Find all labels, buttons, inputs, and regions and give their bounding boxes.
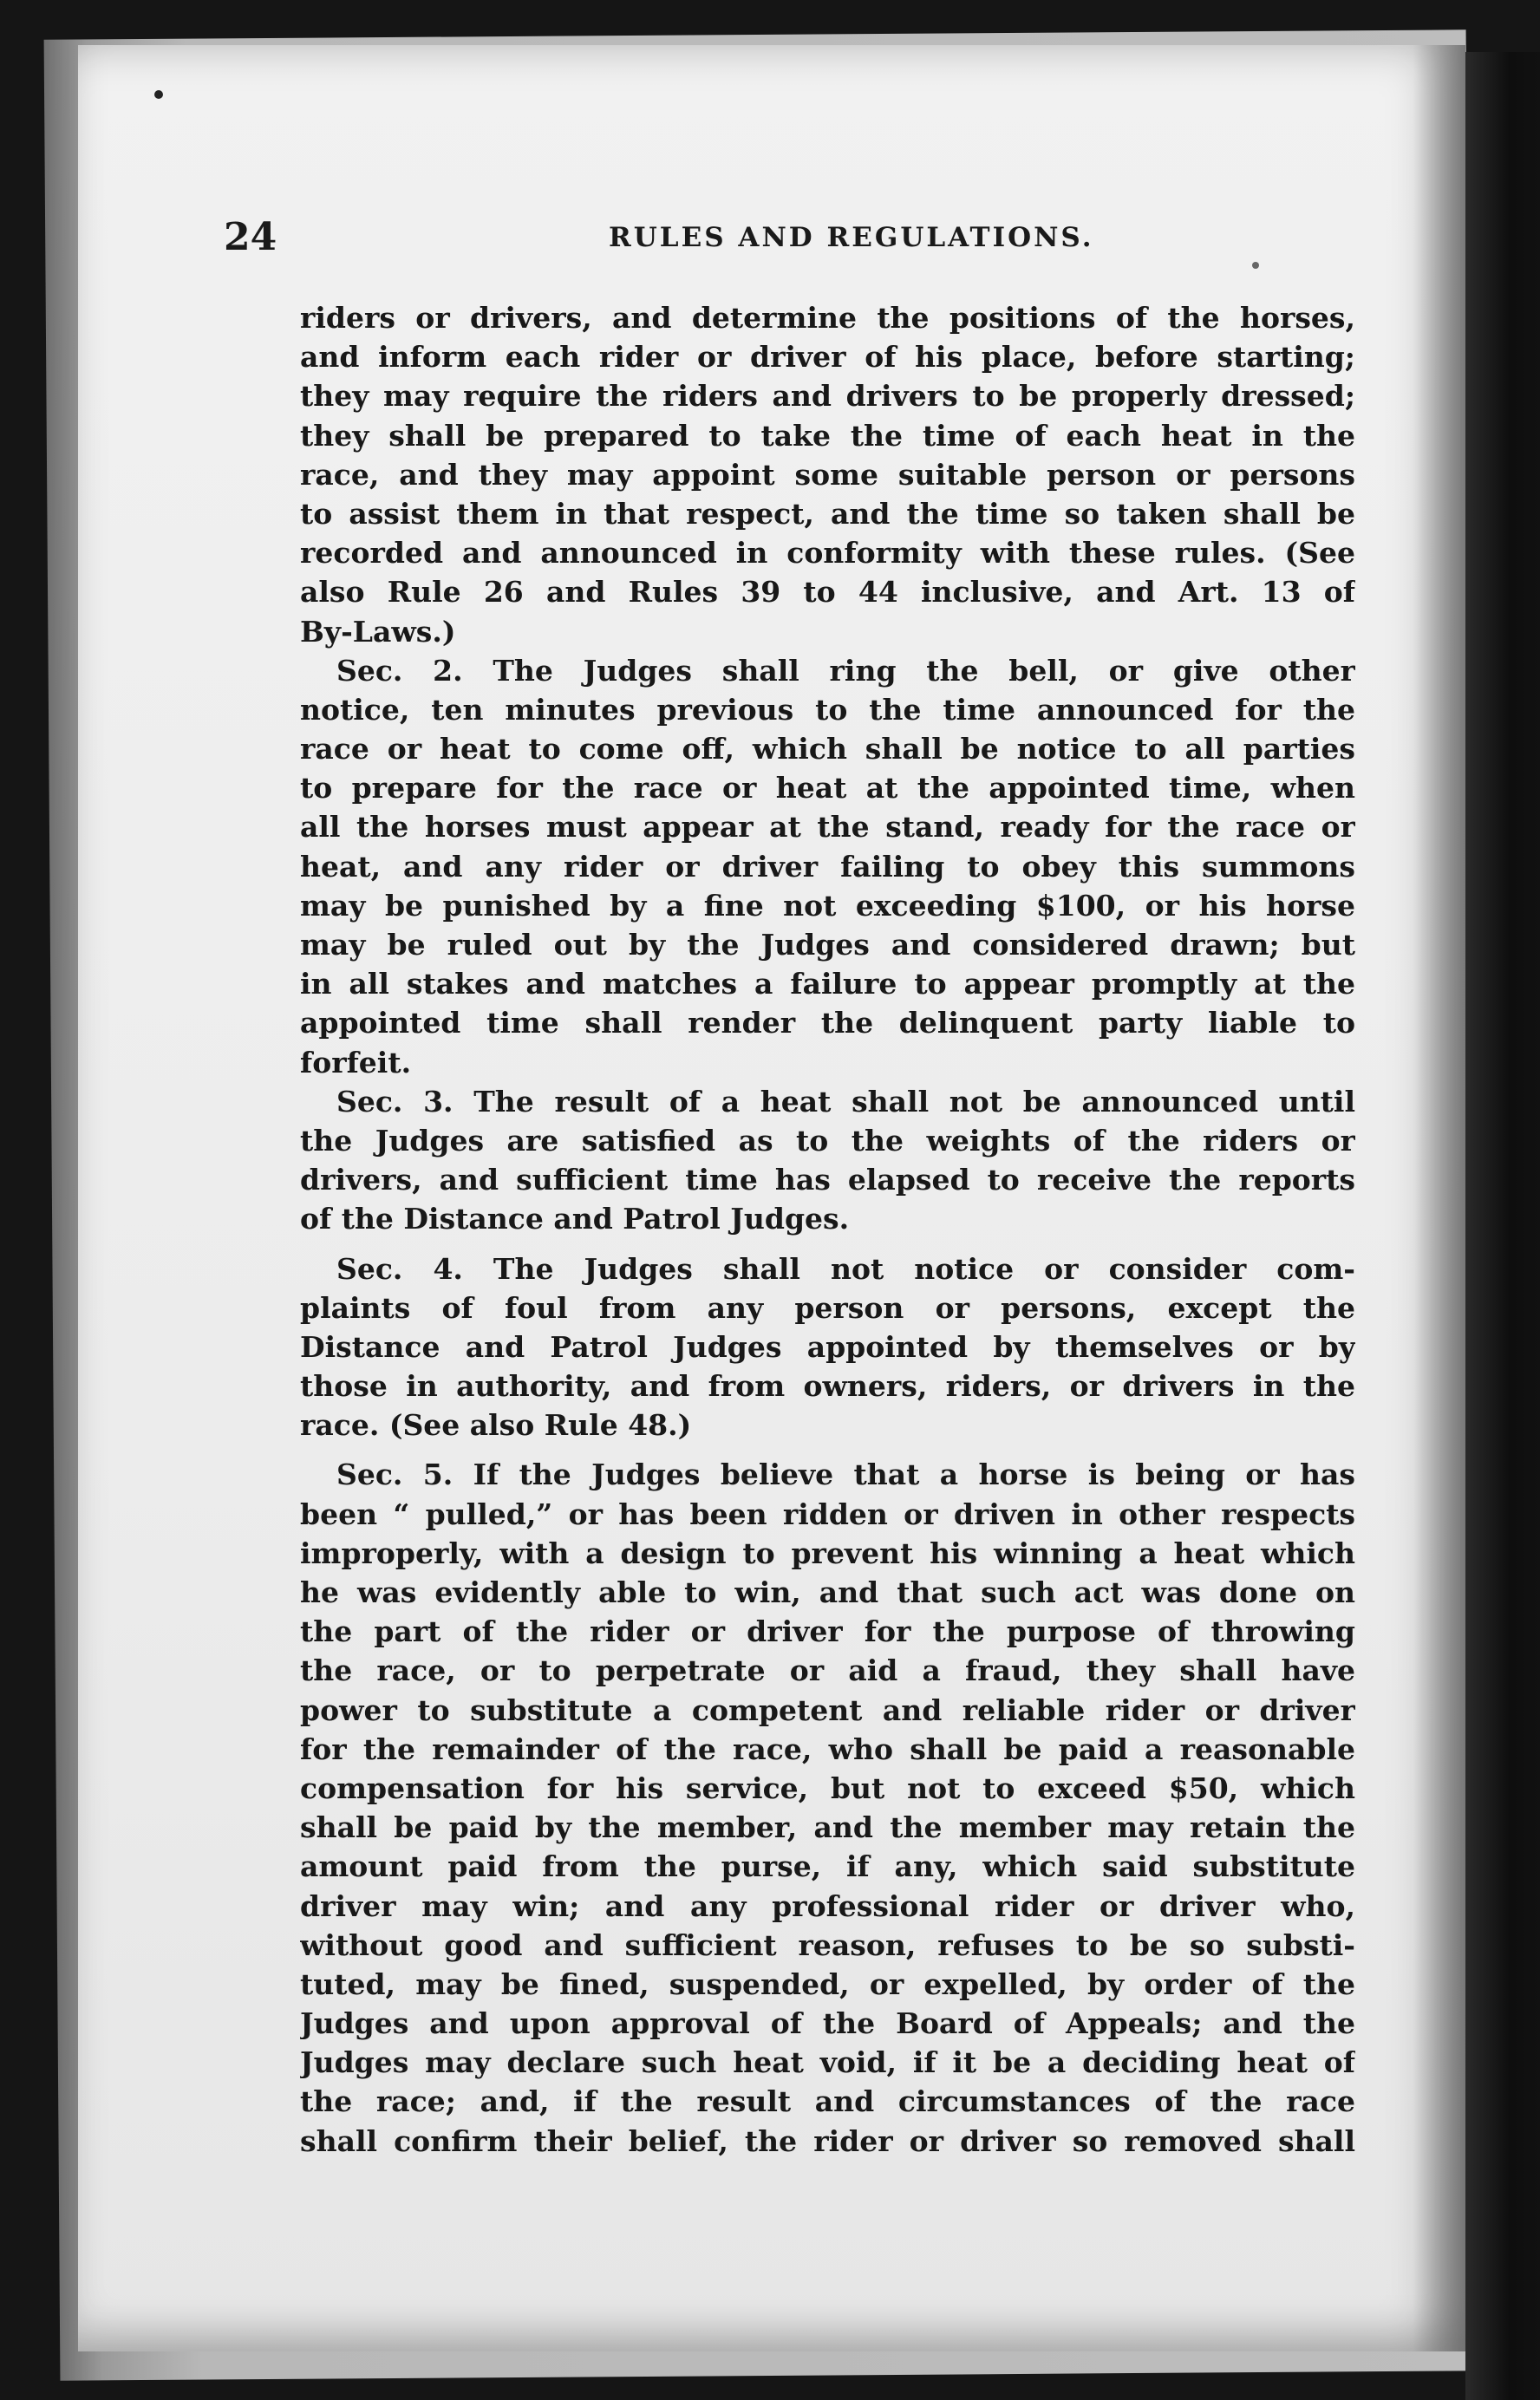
text-line: all the horses must appear at the stand, ready for the race or	[300, 810, 1355, 845]
paragraph	[300, 298, 1355, 651]
text-line: to prepare for the race or heat at the appointed time, when	[300, 771, 1355, 805]
paragraph	[300, 1249, 1355, 1445]
text-line: been “ pulled,” or has been ridden or driven in other respects	[300, 1497, 1355, 1531]
text-line: compensation for his service, but not to exceed $50, which	[300, 1771, 1355, 1805]
paragraph	[300, 1455, 1355, 2160]
book-spine-shadow	[1465, 52, 1540, 2400]
page-edge-shading	[1413, 45, 1465, 2351]
text-line: to assist them in that respect, and the time so taken shall be	[300, 496, 1355, 531]
paragraph	[300, 651, 1355, 1082]
text-line: Sec. 5. If the Judges believe that a horse is being or has	[336, 1458, 1355, 1492]
text-line: race, and they may appoint some suitable person or persons	[300, 457, 1355, 492]
text-line: Sec. 4. The Judges shall not notice or consider com-	[336, 1251, 1355, 1286]
text-line: and inform each rider or driver of his place, before starting;	[300, 340, 1355, 375]
text-line: driver may win; and any professional rider or driver who,	[300, 1888, 1355, 1923]
text-line: tuted, may be fined, suspended, or expelled, by order of the	[300, 1966, 1355, 2001]
text-line: without good and sufficient reason, refuses to be so substi-	[300, 1927, 1355, 1962]
running-title: RULES AND REGULATIONS.	[609, 222, 1094, 253]
text-line: he was evidently able to win, and that such act was done on	[300, 1575, 1355, 1609]
text-line: heat, and any rider or driver failing to obey this summons	[300, 849, 1355, 884]
text-line: those in authority, and from owners, riders, or drivers in the	[300, 1369, 1355, 1404]
ink-speck	[154, 90, 163, 99]
text-line: shall confirm their belief, the rider or driver so removed shall	[300, 2123, 1355, 2158]
text-line: also Rule 26 and Rules 39 to 44 inclusive, and Art. 13 of	[300, 575, 1355, 610]
text-line: improperly, with a design to prevent his winning a heat which	[300, 1536, 1355, 1570]
text-line: they may require the riders and drivers to be properly dressed;	[300, 379, 1355, 414]
text-line: the part of the rider or driver for the purpose of throwing	[300, 1614, 1355, 1649]
text-line: appointed time shall render the delinquent party liable to	[300, 1006, 1355, 1040]
paragraph-gap	[300, 1445, 1355, 1455]
text-line: power to substitute a competent and reliable rider or driver	[300, 1692, 1355, 1727]
text-line: race or heat to come off, which shall be notice to all parties	[300, 732, 1355, 766]
text-line: amount paid from the purse, if any, which said substitute	[300, 1849, 1355, 1884]
text-line: By-Laws.)	[300, 614, 456, 649]
paragraph-gap	[300, 1239, 1355, 1249]
text-line: Judges and upon approval of the Board of Appeals; and the	[300, 2006, 1355, 2041]
text-line: the race, or to perpetrate or aid a fraud, they shall have	[300, 1653, 1355, 1688]
text-line: may be ruled out by the Judges and considered drawn; but	[300, 928, 1355, 962]
text-line: Judges may declare such heat void, if it be a deciding heat of	[300, 2045, 1355, 2080]
text-line: Sec. 3. The result of a heat shall not be announced until	[336, 1084, 1355, 1118]
paragraph	[300, 1082, 1355, 1239]
text-line: Sec. 2. The Judges shall ring the bell, or give other	[336, 653, 1355, 688]
text-line: the Judges are satisfied as to the weights of the riders or	[300, 1123, 1355, 1158]
text-line: forfeit.	[300, 1045, 412, 1079]
text-line: Distance and Patrol Judges appointed by themselves or by	[300, 1329, 1355, 1364]
text-line: in all stakes and matches a failure to appear promptly at the	[300, 967, 1355, 1001]
page-number: 24	[224, 215, 277, 259]
body-text	[300, 298, 1355, 2161]
text-line: shall be paid by the member, and the member may retain the	[300, 1810, 1355, 1845]
text-line: drivers, and sufficient time has elapsed to receive the reports	[300, 1163, 1355, 1197]
text-line: may be punished by a fine not exceeding $100, or his horse	[300, 888, 1355, 923]
page-header	[224, 215, 1351, 271]
text-line: notice, ten minutes previous to the time announced for the	[300, 692, 1355, 727]
text-line: of the Distance and Patrol Judges.	[300, 1202, 850, 1236]
text-line: riders or drivers, and determine the positions of the horses,	[300, 301, 1355, 335]
text-line: the race; and, if the result and circumstances of the race	[300, 2084, 1355, 2119]
text-line: plaints of foul from any person or persons, except the	[300, 1290, 1355, 1325]
text-line: race. (See also Rule 48.)	[300, 1408, 692, 1443]
text-line: for the remainder of the race, who shall be paid a reasonable	[300, 1732, 1355, 1766]
text-line: they shall be prepared to take the time of each heat in the	[300, 418, 1355, 453]
text-line: recorded and announced in conformity with these rules. (See	[300, 536, 1355, 571]
